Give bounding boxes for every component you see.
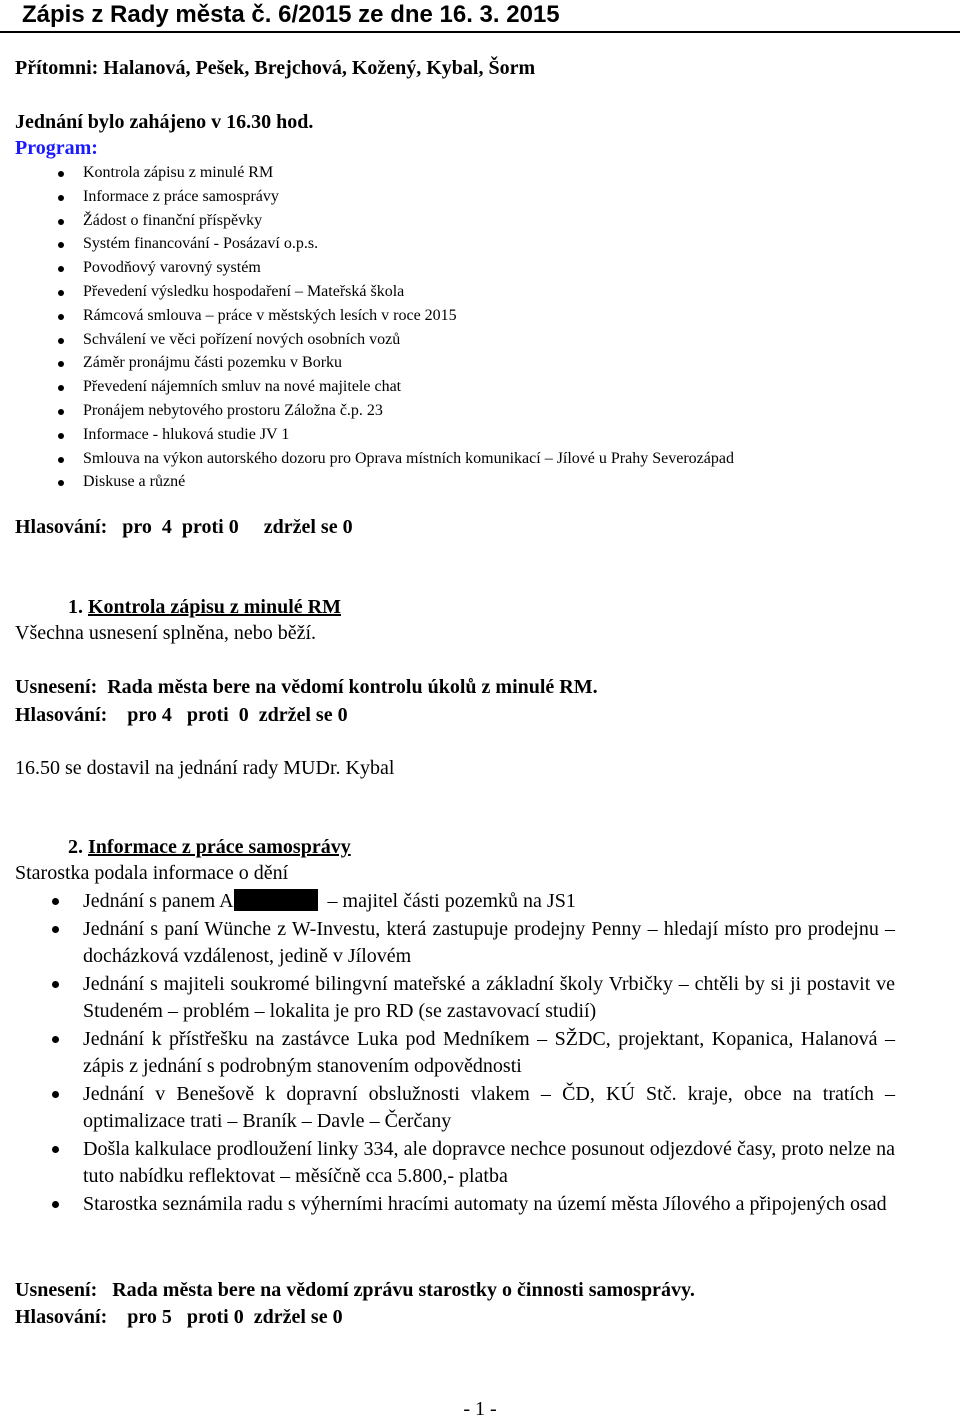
info-item: Jednání v Benešově k dopravní obslužnosti vlakem – ČD, KÚ Stč. kraje, obce na tratích – optimalizace trati – Braník – Davle – Čerčany xyxy=(0,1081,895,1135)
info-item-text-after: – majitel části pozemků na JS1 xyxy=(327,890,576,912)
section-1-number: 1. xyxy=(68,596,83,618)
info-item: Došla kalkulace prodloužení linky 334, ale dopravce nechce posunout odjezdové časy, proto nelze na tuto nabídku reflektovat – měsíčně cca 5.800,- platba xyxy=(0,1136,895,1190)
attendees: Přítomni: Halanová, Pešek, Brejchová, Kožený, Kybal, Šorm xyxy=(15,57,536,79)
arrival-note: 16.50 se dostavil na jednání rady MUDr. Kybal xyxy=(15,757,395,779)
agenda-item: Diskuse a různé xyxy=(0,470,734,494)
section-1-resolution: Usnesení: Rada města bere na vědomí kontrolu úkolů z minulé RM. xyxy=(15,676,598,698)
agenda-item: Záměr pronájmu části pozemku v Borku xyxy=(0,351,734,375)
agenda-item: Převedení výsledku hospodaření – Mateřská škola xyxy=(0,280,734,304)
section-2-heading xyxy=(68,835,351,859)
info-item: Jednání s majiteli soukromé bilingvní mateřské a základní školy Vrbičky – chtěli by si ji postavit ve Studeném – problém – lokalita je pro RD (se zastavovací studií) xyxy=(0,971,895,1025)
agenda-item: Systém financování - Posázaví o.p.s. xyxy=(0,232,734,256)
section-2-title: Informace z práce samosprávy xyxy=(88,836,351,858)
agenda-item: Informace z práce samosprávy xyxy=(0,185,734,209)
agenda-item: Převedení nájemních smluv na nové majitele chat xyxy=(0,375,734,399)
agenda-item: Rámcová smlouva – práce v městských lesích v roce 2015 xyxy=(0,304,734,328)
page-number: - 1 - xyxy=(463,1398,497,1420)
section-2-intro: Starostka podala informace o dění xyxy=(15,862,289,884)
section-1-vote: Hlasování: pro 4 proti 0 zdržel se 0 xyxy=(15,704,348,726)
program-vote: Hlasování: pro 4 proti 0 zdržel se 0 xyxy=(15,516,353,538)
title-underline xyxy=(0,31,960,33)
info-item: Jednání k přístřešku na zastávce Luka pod Medníkem – SŽDC, projektant, Kopanica, Halanová – zápis z jednání s podrobným stanovením odpovědnosti xyxy=(0,1026,895,1080)
redaction-box xyxy=(234,889,318,911)
info-item: Starostka seznámila radu s výherními hracími automaty na území města Jílového a připojených osad xyxy=(0,1191,895,1218)
agenda-list xyxy=(0,161,734,494)
meeting-start: Jednání bylo zahájeno v 16.30 hod. xyxy=(15,111,314,133)
document-title: Zápis z Rady města č. 6/2015 ze dne 16. 3. 2015 xyxy=(22,1,560,28)
section-1-text: Všechna usnesení splněna, nebo běží. xyxy=(15,622,317,644)
section-1-title: Kontrola zápisu z minulé RM xyxy=(88,596,341,618)
info-list xyxy=(0,888,895,1219)
info-item xyxy=(0,888,895,915)
agenda-item: Kontrola zápisu z minulé RM xyxy=(0,161,734,185)
section-2-vote: Hlasování: pro 5 proti 0 zdržel se 0 xyxy=(15,1306,343,1328)
section-1-heading xyxy=(68,595,341,619)
section-2-number: 2. xyxy=(68,836,83,858)
agenda-item: Informace - hluková studie JV 1 xyxy=(0,423,734,447)
agenda-item: Smlouva na výkon autorského dozoru pro Oprava místních komunikací – Jílové u Prahy Severozápad xyxy=(0,447,734,471)
agenda-item: Žádost o finanční příspěvky xyxy=(0,209,734,233)
info-item-text-before: Jednání s panem A xyxy=(83,890,234,912)
agenda-item: Povodňový varovný systém xyxy=(0,256,734,280)
program-label: Program: xyxy=(15,137,98,159)
agenda-item: Pronájem nebytového prostoru Záložna č.p. 23 xyxy=(0,399,734,423)
agenda-item: Schválení ve věci pořízení nových osobních vozů xyxy=(0,328,734,352)
section-2-resolution: Usnesení: Rada města bere na vědomí zprávu starostky o činnosti samosprávy. xyxy=(15,1279,695,1301)
info-item: Jednání s paní Wünche z W-Investu, která zastupuje prodejny Penny – hledají místo pro prodejnu – docházková vzdálenost, jedině v Jílovém xyxy=(0,916,895,970)
